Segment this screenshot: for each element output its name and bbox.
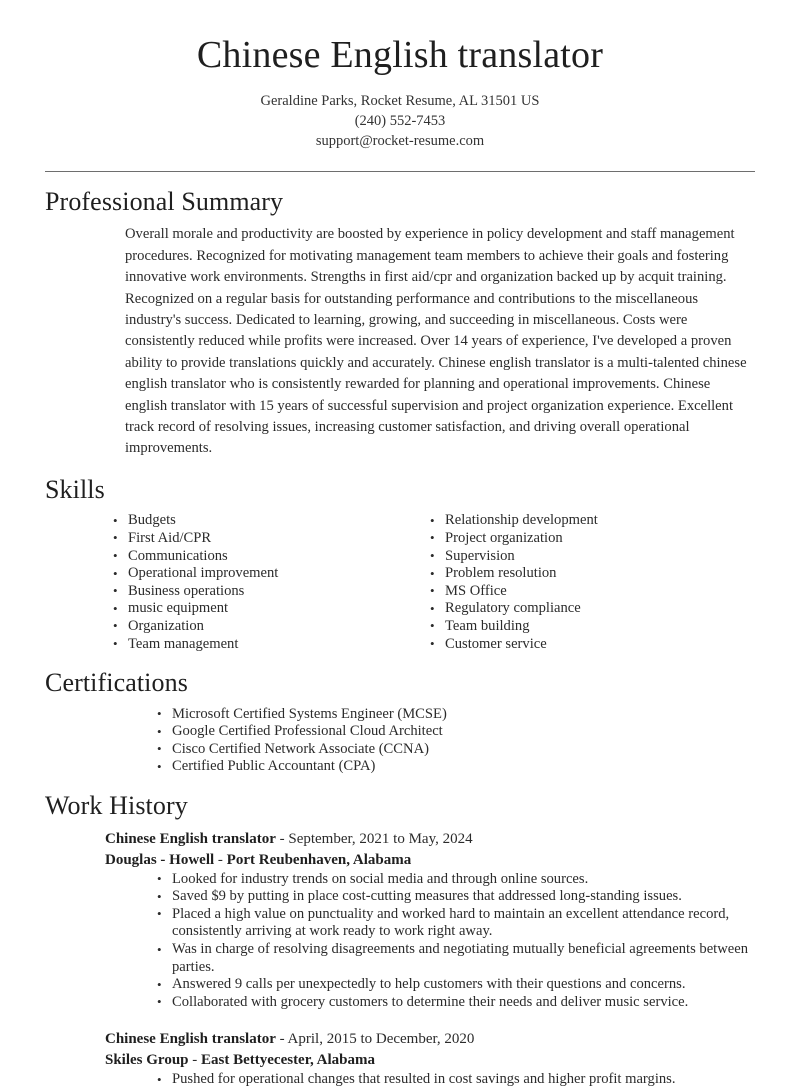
job-separator: - xyxy=(214,851,227,868)
contact-address: Geraldine Parks, Rocket Resume, AL 31501 US xyxy=(260,92,540,109)
skill-item: • Organization xyxy=(113,618,400,636)
section-professional-summary xyxy=(45,188,755,460)
skill-item: • Regulatory compliance xyxy=(430,600,755,618)
job-company: Skiles Group xyxy=(105,1052,189,1069)
skill-item: • Communications xyxy=(113,548,400,566)
job-separator: - xyxy=(188,1052,202,1069)
skill-item: • First Aid/CPR xyxy=(113,530,400,548)
work-history-entry xyxy=(45,829,755,1012)
work-history-entries xyxy=(45,829,755,1089)
skill-item: • music equipment xyxy=(113,600,400,618)
certifications-list xyxy=(45,706,755,776)
section-title-certifications: Certifications xyxy=(45,668,188,698)
job-title: Chinese English translator xyxy=(105,830,276,847)
section-title-skills: Skills xyxy=(45,474,105,504)
job-company-line xyxy=(45,850,755,871)
job-title: Chinese English translator xyxy=(105,1031,276,1048)
job-bullet-item: • Was in charge of resolving disagreements and negotiating mutually beneficial agreements between parties. xyxy=(157,941,755,976)
work-history-entry xyxy=(45,1029,755,1089)
job-dates: April, 2015 to December, 2020 xyxy=(287,1031,475,1048)
job-bullet-item: • Collaborated with grocery customers to determine their needs and deliver music service. xyxy=(157,994,755,1012)
section-certifications xyxy=(45,669,755,776)
job-separator: - xyxy=(275,1031,288,1048)
section-work-history xyxy=(45,792,755,1089)
certification-item: • Cisco Certified Network Associate (CCNA) xyxy=(157,741,755,759)
contact-phone: (240) 552-7453 xyxy=(354,112,446,129)
job-company: Douglas - Howell xyxy=(105,851,215,868)
skill-item: • Business operations xyxy=(113,583,400,601)
job-title-line xyxy=(45,829,755,850)
job-bullet-item: • Placed a high value on punctuality and worked hard to maintain an excellent attendance record, consistently arriving at work ready to work right away. xyxy=(157,906,755,941)
skill-item: • Supervision xyxy=(430,548,755,566)
skills-list-left xyxy=(45,512,400,653)
skill-item: • Budgets xyxy=(113,512,400,530)
job-bullet-item: • Pushed for operational changes that resulted in cost savings and higher profit margins. xyxy=(157,1071,755,1089)
job-title-line xyxy=(45,1029,755,1050)
contact-email: support@rocket-resume.com xyxy=(315,132,485,149)
certification-item: • Certified Public Accountant (CPA) xyxy=(157,758,755,776)
skill-item: • MS Office xyxy=(430,583,755,601)
skills-columns xyxy=(45,512,755,653)
skill-item: • Team management xyxy=(113,636,400,654)
skill-item: • Operational improvement xyxy=(113,565,400,583)
skills-column-left xyxy=(45,512,400,653)
job-bullet-item: • Saved $9 by putting in place cost-cutting measures that addressed long-standing issues. xyxy=(157,888,755,906)
skills-list-right xyxy=(400,512,755,653)
skills-column-right xyxy=(400,512,755,653)
job-separator: - xyxy=(275,830,289,847)
job-dates: September, 2021 to May, 2024 xyxy=(288,830,473,847)
skill-item: • Project organization xyxy=(430,530,755,548)
job-bullet-list xyxy=(45,1071,755,1089)
certification-item: • Google Certified Professional Cloud Architect xyxy=(157,723,755,741)
skill-item: • Relationship development xyxy=(430,512,755,530)
resume-title: Chinese English translator xyxy=(196,34,604,76)
job-bullet-item: • Looked for industry trends on social media and through online sources. xyxy=(157,871,755,889)
section-skills xyxy=(45,476,755,653)
job-company-line xyxy=(45,1050,755,1071)
professional-summary-text: Overall morale and productivity are boosted by experience in policy development and staff management procedures. Recognized for motivating management team members to achieve their goals and fostering innovative work environments. Strengths in first aid/cpr and organization backed up by acquit training. Recognized on a regular basis for outstanding performance and contributions to the miscellaneous industry's success. Dedicated to learning, growing, and succeeding in miscellaneous. Costs were consistently reduced while profits were increased. Over 14 years of experience, I've developed a proven ability to provide translations quickly and accurately. Chinese english translator is a multi-talented chinese english translator who is consistently rewarded for planning and operational improvements. Chinese english translator with 15 years of successful supervision and project organization experience. Excellent track record of resolving issues, increasing customer satisfaction, and driving overall operational improvements. xyxy=(125,226,747,457)
job-location: Port Reubenhaven, Alabama xyxy=(226,851,412,868)
skill-item: • Customer service xyxy=(430,636,755,654)
job-location: East Bettyecester, Alabama xyxy=(201,1052,376,1069)
header-divider xyxy=(45,171,755,172)
section-title-work-history: Work History xyxy=(45,791,188,821)
job-bullet-item: • Answered 9 calls per unexpectedly to help customers with their questions and concerns. xyxy=(157,976,755,994)
skill-item: • Problem resolution xyxy=(430,565,755,583)
certification-item: • Microsoft Certified Systems Engineer (MCSE) xyxy=(157,706,755,724)
section-title-professional-summary: Professional Summary xyxy=(45,186,284,216)
resume-header xyxy=(45,0,755,151)
job-bullet-list xyxy=(45,871,755,1012)
skill-item: • Team building xyxy=(430,618,755,636)
